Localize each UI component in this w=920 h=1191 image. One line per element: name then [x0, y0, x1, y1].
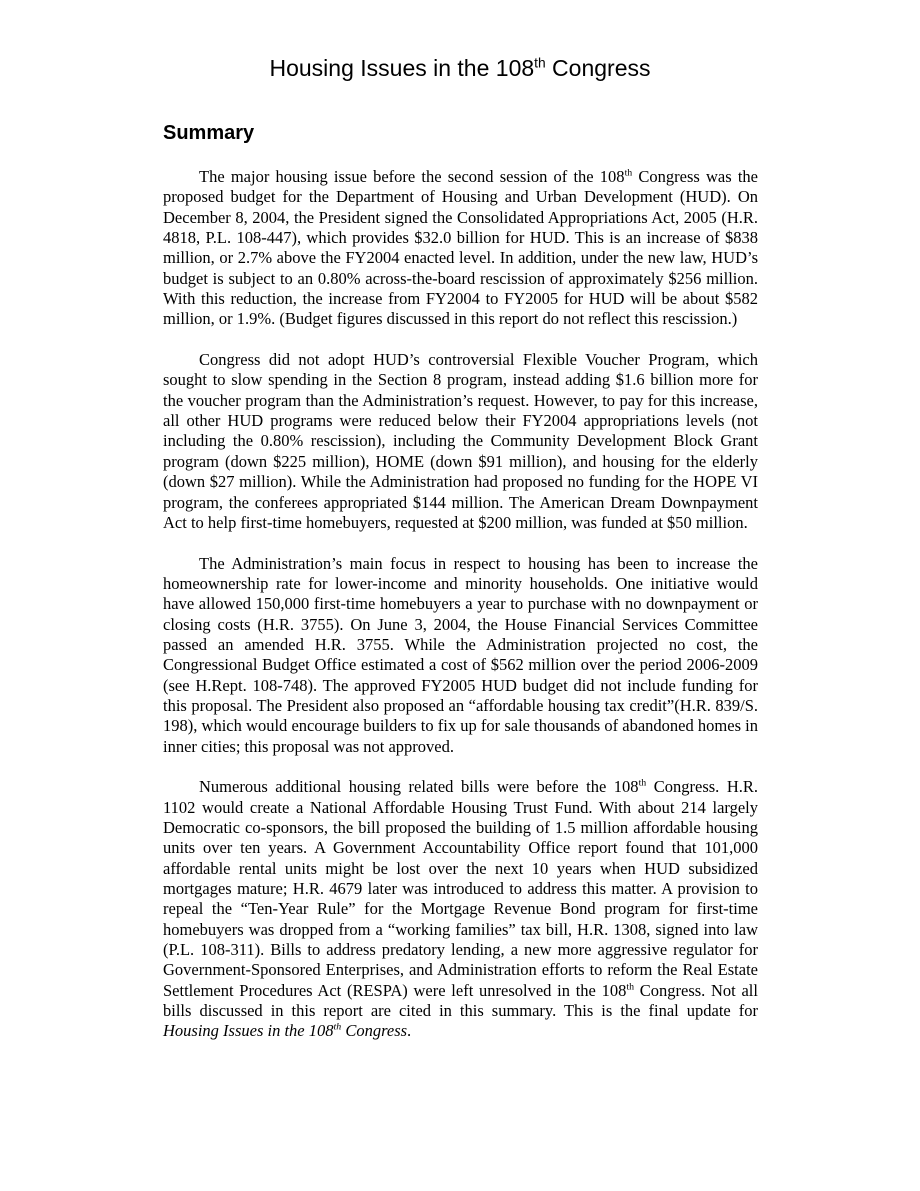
paragraph-3: The Administration’s main focus in respect to housing has been to increase the homeownership rate for lower-income and minority households. One initiative would have allowed 150,000 first-time homebuyers a year to purchase with no downpayment or closing costs (H.R. 3755). On June 3, 2004, the House Financial Services Committee passed an amended H.R. 3755. While the Administration projected no cost, the Congressional Budget Office estimated a cost of $562 million over the period 2006-2009 (see H.Rept. 108-748). The approved FY2005 HUD budget did not include funding for this proposal. The President also proposed an “affordable housing tax credit”(H.R. 839/S. 198), which would encourage builders to fix up for sale thousands of abandoned homes in inner cities; this proposal was not approved.	[163, 553, 758, 756]
title-superscript: th	[534, 55, 546, 71]
paragraph-4-text-c: Congress. Not all bills discussed in this report are cited in this summary. This is the final update for	[163, 980, 758, 1021]
paragraph-4-text-d: .	[407, 1021, 412, 1041]
report-title-superscript: th	[333, 1021, 342, 1033]
paragraph-1-text-a: The major housing issue before the second session of the 108	[199, 167, 625, 186]
page-title	[0, 54, 920, 82]
paragraph-4	[163, 777, 758, 1041]
title-tail: Congress	[545, 55, 651, 81]
paragraph-4-text-a: Numerous additional housing related bills were before the 108	[199, 777, 639, 797]
paragraph-2: Congress did not adopt HUD’s controversial Flexible Voucher Program, which sought to slow spending in the Section 8 program, instead adding $1.6 billion more for the voucher program than the Administration’s request. However, to pay for this increase, all other HUD programs were reduced below their FY2004 appropriations levels (not including the 0.80% rescission), including the Community Development Block Grant program (down $225 million), HOME (down $91 million), and housing for the elderly (down $27 million). While the Administration had proposed no funding for the HOPE VI program, the conferees appropriated $144 million. The American Dream Downpayment Act to help first-time homebuyers, requested at $200 million, was funded at $50 million.	[163, 350, 758, 532]
report-title-italic	[163, 1021, 407, 1040]
paragraph-4-text-b: Congress. H.R. 1102 would create a National Affordable Housing Trust Fund. With about 214 largely Democratic co-sponsors, the bill proposed the building of 1.5 million affordable housing units over ten years. A Government Accountability Office report found that 101,000 affordable rental units might be lost over the next 10 years when HUD subsidized mortgages mature; H.R. 4679 later was introduced to address this matter. A provision to repeal the “Ten-Year Rule” for the Mortgage Revenue Bond program for first-time homebuyers was dropped from a “working families” tax bill, H.R. 1308, signed into law (P.L. 108-311). Bills to address predatory lending, a new more aggressive regulator for Government-Sponsored Enterprises, and Administration efforts to reform the Real Estate Settlement Procedures Act (RESPA) were left unresolved in the 108	[163, 777, 759, 1000]
paragraph-1	[163, 167, 758, 330]
paragraph-4-superscript-1: th	[638, 777, 647, 789]
paragraph-4-superscript-2: th	[626, 981, 635, 993]
report-title-italic-b: Congress	[341, 1021, 408, 1041]
paragraph-1-text-b: Congress was the proposed budget for the Department of Housing and Urban Development (HUD). On December 8, 2004, the President signed the Consolidated Appropriations Act, 2005 (H.R. 4818, P.L. 108-447), which provides $32.0 billion for HUD. This is an increase of $838 million, or 2.7% above the FY2004 enacted level. In addition, under the new law, HUD’s budget is subject to an 0.80% across-the-board rescission of approximately $256 million. With this reduction, the increase from FY2004 to FY2005 for HUD will be about $582 million, or 1.9%. (Budget figures discussed in this report do not reflect this rescission.)	[163, 167, 758, 329]
report-title-italic-a: Housing Issues in the 108	[163, 1021, 334, 1041]
paragraph-1-superscript: th	[624, 167, 633, 179]
summary-body	[163, 167, 758, 1042]
section-heading: Summary	[163, 122, 255, 144]
title-main: Housing Issues in the 108	[269, 55, 535, 81]
